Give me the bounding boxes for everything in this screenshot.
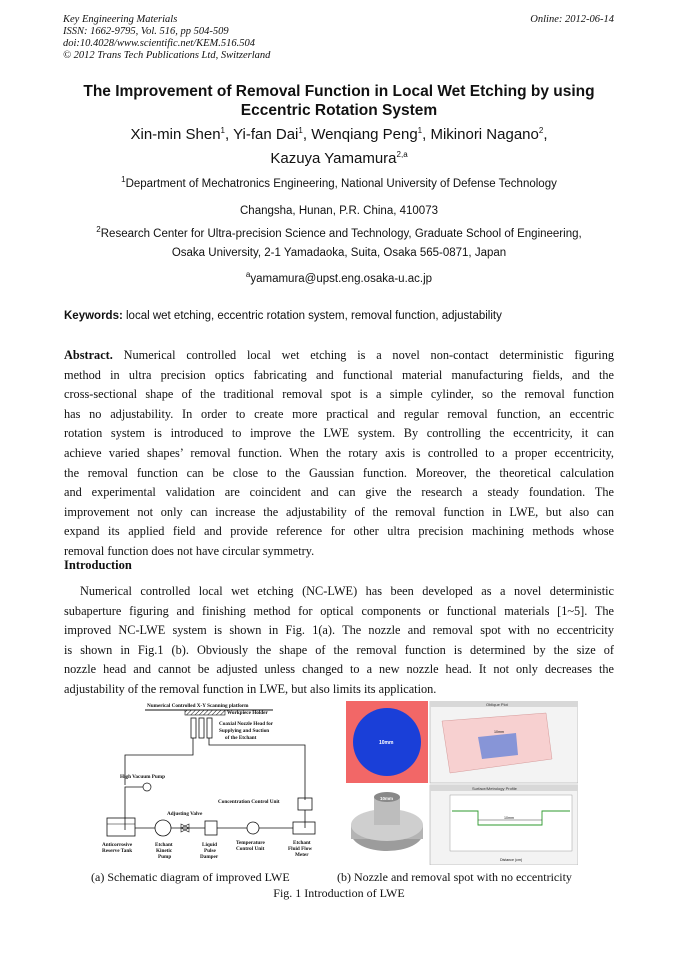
flow-label: Fluid Flow — [288, 846, 313, 852]
damper-label: Liquid — [202, 842, 217, 848]
abstract-line: method in ultra precision optics fabricating and functional material manufacturing fields, and the — [64, 367, 614, 382]
damper-label: Pulse — [204, 848, 216, 854]
profile-plot-title: Surface/Metrology Profile — [472, 786, 517, 791]
keywords-text: local wet etching, eccentric rotation system, removal function, adjustability — [126, 310, 502, 322]
profile-plot-area — [450, 795, 572, 851]
copyright-line: © 2012 Trans Tech Publications Ltd, Switzerland — [63, 50, 271, 61]
nozzle-tube — [191, 718, 196, 738]
caption-a: (a) Schematic diagram of improved LWE — [91, 870, 290, 884]
nozzle-tube — [207, 718, 212, 738]
abstract-label: Abstract. — [64, 348, 113, 362]
intro-line: improved NC-LWE system is shown in Fig. 1(a). The nozzle and removal spot with no eccentricity — [64, 623, 614, 638]
online-date: Online: 2012-06-14 — [530, 14, 614, 25]
damper-label: Damper — [200, 854, 219, 860]
keywords-label: Keywords: — [64, 310, 123, 322]
nozzle-tube — [199, 718, 204, 738]
temperature-label: Temperature — [236, 840, 265, 846]
vacuum-label: High Vacuum Pump — [120, 774, 165, 780]
flow-label: Etchant — [293, 840, 311, 846]
email-line — [40, 270, 638, 289]
journal-name: Key Engineering Materials — [63, 14, 178, 25]
doi-line: doi:10.4028/www.scientific.net/KEM.516.504 — [63, 38, 255, 49]
email-address: yamamura@upst.eng.osaka-u.ac.jp — [250, 273, 433, 285]
profile-spot-label: 10mm — [504, 816, 514, 820]
nozzle-size-label: 10mm — [380, 796, 394, 801]
affiliation-2 — [40, 225, 638, 263]
abstract-line: rotation system is introduced to improve the LWE system. By controlling the eccentricity, it can — [64, 426, 614, 441]
intro-line: nozzle head and cannot be adjusted unless changed to a new nozzle head. It not only decreases the — [64, 662, 614, 677]
holder-label: Workpiece Holder — [227, 710, 268, 716]
valve-label: Adjusting Valve — [167, 811, 203, 817]
introduction-heading: Introduction — [64, 558, 132, 572]
abstract-text: Numerical controlled local wet etching is a novel non-contact deterministic figuring — [123, 348, 614, 362]
abstract-line: the removal function can be close to the Gaussian function. Moreover, the theoretical calculation — [64, 465, 614, 480]
tank-label: Reserve Tank — [102, 848, 133, 854]
profile-x-label: Distance (cm) — [500, 858, 523, 862]
email-sup: a — [245, 270, 251, 280]
author-sup: 2,a — [396, 150, 408, 159]
abstract-line: improvement not only can increase the adjustability of the removal function in LWE, but also can — [64, 504, 614, 519]
abstract-line: achieve varied shapes’ removal function. When the rotary axis is controlled to a proper eccentricity, — [64, 445, 614, 460]
title-line-2: Eccentric Rotation System — [240, 102, 438, 119]
pump-label: Pump — [158, 854, 172, 860]
affiliation-text: Research Center for Ultra-precision Science and Technology, Graduate School of Engineering, — [100, 228, 582, 240]
author-sup: 1 — [298, 126, 303, 135]
oblique-plot-title: Oblique Plot — [486, 702, 508, 707]
pulse-damper — [205, 821, 217, 835]
pump-label: Etchant — [155, 842, 173, 848]
caption-b: (b) Nozzle and removal spot with no eccentricity — [337, 870, 572, 884]
intro-line: adjustability of the removal function in LWE, but also limits its application. — [64, 681, 437, 696]
affiliation-text: Changsha, Hunan, P.R. China, 410073 — [240, 205, 438, 217]
affiliation-1 — [40, 175, 638, 221]
nozzle-label: Coaxial Nozzle Head for — [219, 721, 274, 727]
intro-line: subaperture figuring and finishing method for optical components or functional materials [1~5]. The — [64, 603, 614, 618]
workpiece-holder — [185, 710, 225, 715]
abstract-line: cross-sectional shape of the traditional removal spot is a simple cylinder, so the removal function — [64, 387, 614, 402]
spot-size-label: 10mm — [379, 740, 394, 746]
author-sup: 2 — [538, 126, 544, 135]
affiliation-text: Osaka University, 2-1 Yamadaoka, Suita, Osaka 565-0871, Japan — [171, 247, 507, 259]
introduction-body — [64, 582, 614, 700]
temperature-control-unit — [247, 822, 259, 834]
flow-meter — [293, 822, 315, 834]
abstract — [64, 346, 614, 562]
author: Yi-fan Dai — [233, 126, 299, 143]
keywords — [64, 310, 502, 322]
vacuum-pump — [143, 783, 151, 791]
author: Mikinori Nagano — [430, 126, 539, 143]
affiliation-text: Department of Mechatronics Engineering, National University of Defense Technology — [125, 178, 557, 190]
platform-label: Numerical Controlled X-Y Scanning platform — [147, 703, 249, 709]
title-line-1: The Improvement of Removal Function in Local Wet Etching by using — [83, 83, 595, 100]
intro-line: is shown in Fig.1 (b). Obviously the shape of the removal function is determined by the size of — [64, 642, 614, 657]
tank-label: Anticorrosive — [102, 842, 133, 848]
reserve-tank — [107, 818, 135, 836]
affiliation-sup: 1 — [121, 175, 126, 185]
schematic-diagram — [95, 700, 330, 865]
issn-line: ISSN: 1662-9795, Vol. 516, pp 504-509 — [63, 26, 229, 37]
author: Xin-min Shen — [130, 126, 221, 143]
author: Kazuya Yamamura — [270, 150, 397, 167]
abstract-line: has no adjustability. In order to create more practical and regular removal function, an eccentric — [64, 406, 614, 421]
flow-label: Meter — [295, 852, 309, 858]
author-sup: 1 — [220, 126, 225, 135]
affiliation-sup: 2 — [96, 225, 101, 235]
concentration-label: Concentration Control Unit — [218, 799, 280, 805]
vacuum-pipe — [125, 787, 143, 815]
paper-title — [40, 82, 638, 120]
abstract-line: removal function does not have circular symmetry. — [64, 543, 315, 558]
kinetic-pump — [155, 820, 171, 836]
nozzle-label: Supplying and Suction — [219, 728, 270, 734]
temperature-label: Control Unit — [236, 846, 265, 852]
author-list: Xin-min Shen$^1$, Yi-fan Dai$^1$, Wenqiang Peng$^1$, Mikinori Nagano$^2$, Kazuya Yamamura$^{2,a}$ — [130, 126, 548, 167]
journal-header — [63, 14, 270, 62]
nozzle-label: of the Etchant — [225, 735, 257, 741]
oblique-spot-label: 10mm — [494, 730, 504, 734]
abstract-line: and experimental validation are coincident and can give the research a steady foundation. The — [64, 485, 614, 500]
author-sup: 1 — [417, 126, 423, 135]
oblique-removal-pit — [478, 733, 518, 759]
abstract-line: expand its applied field and provide reference for other ultra precision machining methods whose — [64, 524, 614, 539]
removal-spot-photos — [346, 701, 578, 865]
figure-caption: Fig. 1 Introduction of LWE — [273, 886, 405, 900]
intro-line: Numerical controlled local wet etching (NC-LWE) has been developed as a novel deterministic — [80, 584, 614, 598]
pump-label: Kinetic — [156, 848, 173, 854]
abstract-line — [64, 346, 614, 366]
author: Wenqiang Peng — [311, 126, 418, 143]
return-pipe — [209, 738, 305, 800]
